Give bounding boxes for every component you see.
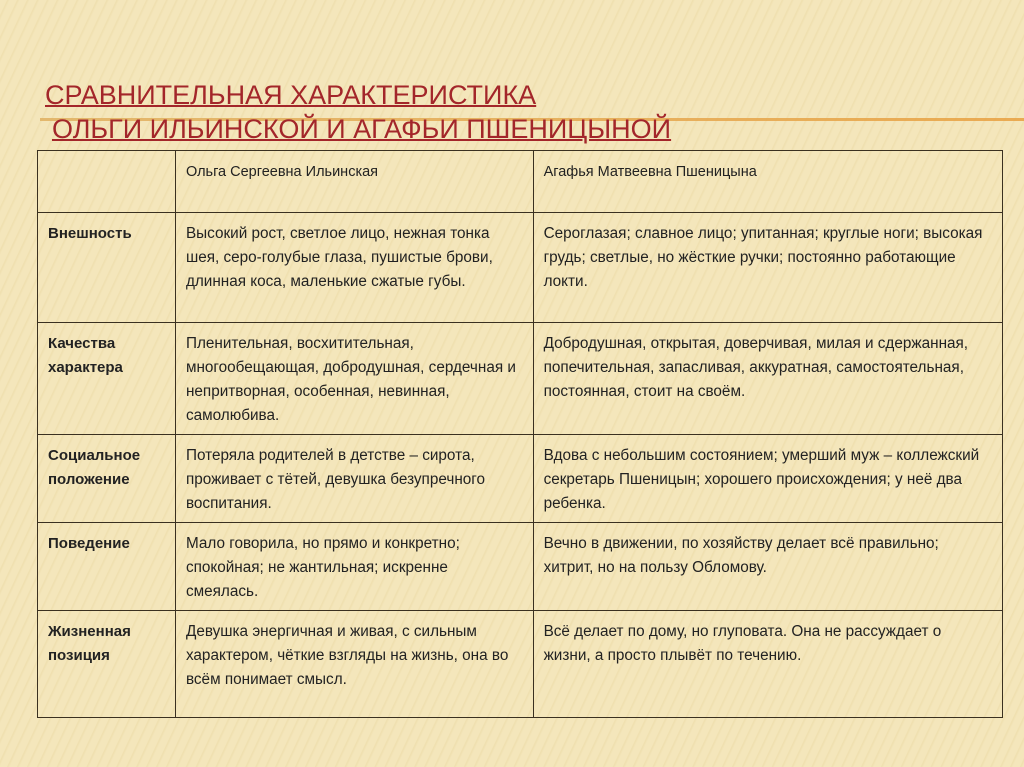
row-label: Жизненная позиция <box>38 611 176 718</box>
cell-agafya: Вдова с небольшим состоянием; умерший муж – коллежский секретарь Пшеницын; хорошего происхождения; у неё два ребенка. <box>533 435 1002 523</box>
table-row <box>38 611 1003 718</box>
cell-agafya: Сероглазая; славное лицо; упитанная; круглые ноги; высокая грудь; светлые, но жёсткие ручки; постоянно работающие локти. <box>533 213 1002 323</box>
row-label: Социальное положение <box>38 435 176 523</box>
table-row <box>38 213 1003 323</box>
cell-olga: Потеряла родителей в детстве – сирота, проживает с тётей, девушка безупречного воспитания. <box>175 435 533 523</box>
cell-agafya: Добродушная, открытая, доверчивая, милая и сдержанная, попечительная, запасливая, аккуратная, самостоятельная, постоянная, стоит на своём. <box>533 323 1002 435</box>
header-agafya: Агафья Матвеевна Пшеницына <box>533 151 1002 213</box>
slide-title-line-2: ОЛЬГИ ИЛЬИНСКОЙ И АГАФЬИ ПШЕНИЦЫНОЙ <box>52 114 672 144</box>
table-row <box>38 323 1003 435</box>
cell-olga: Пленительная, восхитительная, многообещающая, добродушная, сердечная и непритворная, особенная, невинная, самолюбива. <box>175 323 533 435</box>
cell-olga: Высокий рост, светлое лицо, нежная тонка шея, серо-голубые глаза, пушистые брови, длинная коса, маленькие сжатые губы. <box>175 213 533 323</box>
row-label: Поведение <box>38 523 176 611</box>
cell-olga: Мало говорила, но прямо и конкретно; спокойная; не жантильная; искренне смеялась. <box>175 523 533 611</box>
cell-agafya: Вечно в движении, по хозяйству делает всё правильно; хитрит, но на пользу Обломову. <box>533 523 1002 611</box>
header-empty <box>38 151 176 213</box>
cell-olga: Девушка энергичная и живая, с сильным характером, чёткие взгляды на жизнь, она во всём понимает смысл. <box>175 611 533 718</box>
table-row <box>38 523 1003 611</box>
row-label: Внешность <box>38 213 176 323</box>
slide-title-line-1: СРАВНИТЕЛЬНАЯ ХАРАКТЕРИСТИКА <box>45 80 537 110</box>
table-header-row <box>38 151 1003 213</box>
header-olga: Ольга Сергеевна Ильинская <box>175 151 533 213</box>
table-row <box>38 435 1003 523</box>
row-label: Качества характера <box>38 323 176 435</box>
comparison-table <box>37 150 1003 718</box>
cell-agafya: Всё делает по дому, но глуповата. Она не рассуждает о жизни, а просто плывёт по течению. <box>533 611 1002 718</box>
